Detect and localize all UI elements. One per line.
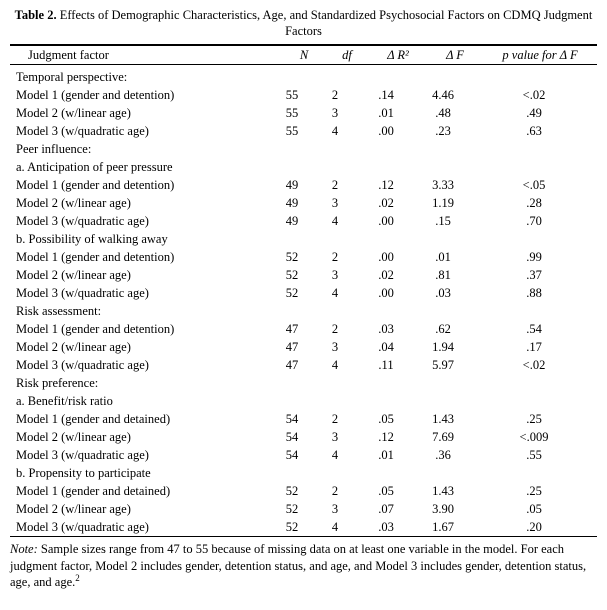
cell-p-value: [471, 65, 597, 86]
column-header-delta-r2: Δ R²: [387, 48, 409, 63]
cell-p-value: .49: [526, 106, 542, 121]
header-row: [10, 46, 597, 64]
table-row: [10, 320, 597, 338]
cell-p-value: .28: [526, 196, 542, 211]
cell-delta-r2: .05: [378, 412, 394, 427]
table-row: [10, 302, 597, 320]
table-row: [10, 140, 597, 158]
cell-p-value: [471, 464, 597, 482]
cell-n: 47: [285, 340, 299, 355]
row-label: Risk preference:: [16, 376, 99, 391]
row-label: Model 1 (gender and detention): [16, 88, 175, 103]
cell-p-value: .54: [526, 322, 542, 337]
row-label: Model 3 (w/quadratic age): [16, 358, 149, 373]
cell-df: 2: [331, 322, 339, 337]
table-row: [10, 446, 597, 464]
cell-n: [271, 374, 313, 392]
cell-p-value: [471, 302, 597, 320]
cell-p-value: .17: [526, 340, 542, 355]
cell-delta-f: [415, 464, 471, 482]
row-label: Model 2 (w/linear age): [16, 106, 131, 121]
row-label: Risk assessment:: [16, 304, 102, 319]
column-header-factor: Judgment factor: [28, 48, 109, 63]
table-row: [10, 338, 597, 356]
row-label: b. Propensity to participate: [16, 466, 151, 481]
cell-delta-r2: .07: [378, 502, 394, 517]
row-label: b. Possibility of walking away: [16, 232, 168, 247]
cell-delta-f: .03: [435, 286, 451, 301]
table-row: [10, 86, 597, 104]
table-row: [10, 428, 597, 446]
column-header-n: N: [299, 48, 309, 63]
cell-delta-f: 3.33: [432, 178, 454, 193]
cell-delta-f: .48: [435, 106, 451, 121]
results-table: [10, 46, 597, 64]
cell-p-value: [471, 140, 597, 158]
row-label: Model 1 (gender and detained): [16, 484, 171, 499]
cell-delta-f: .36: [435, 448, 451, 463]
note-text: Sample sizes range from 47 to 55 because of missing data on at least one variable in the model. For each judgment factor, Model 2 includes gender, detention status, and age, and Model 3 includes gender, detention status, age, and age.: [10, 542, 587, 589]
row-label: Model 1 (gender and detained): [16, 412, 171, 427]
cell-df: [313, 140, 357, 158]
column-header-delta-f: Δ F: [446, 48, 464, 63]
row-label: Model 1 (gender and detention): [16, 322, 175, 337]
cell-delta-f: 1.19: [432, 196, 454, 211]
table-row: [10, 230, 597, 248]
cell-p-value: [471, 374, 597, 392]
cell-n: 52: [285, 520, 299, 535]
table-row: [10, 284, 597, 302]
cell-p-value: <.02: [522, 358, 546, 373]
table-row: [10, 518, 597, 536]
row-label: Model 3 (w/quadratic age): [16, 124, 149, 139]
cell-n: [271, 392, 313, 410]
cell-df: 3: [331, 340, 339, 355]
cell-delta-f: .81: [435, 268, 451, 283]
cell-p-value: .25: [526, 412, 542, 427]
cell-n: 52: [285, 502, 299, 517]
cell-delta-r2: .03: [378, 520, 394, 535]
column-header-df: df: [342, 48, 352, 63]
table-row: [10, 410, 597, 428]
cell-n: 54: [285, 412, 299, 427]
cell-df: [313, 392, 357, 410]
table-row: [10, 212, 597, 230]
cell-df: 4: [331, 448, 339, 463]
cell-delta-r2: .12: [378, 430, 394, 445]
table-row: [10, 176, 597, 194]
cell-df: 3: [331, 268, 339, 283]
cell-delta-r2: [357, 65, 415, 86]
cell-delta-f: [415, 230, 471, 248]
table-header: [10, 46, 597, 64]
table-row: [10, 356, 597, 374]
note-lead: Note:: [10, 542, 38, 557]
cell-df: [313, 374, 357, 392]
cell-p-value: .25: [526, 484, 542, 499]
table-row: [10, 464, 597, 482]
cell-delta-f: 7.69: [432, 430, 454, 445]
cell-p-value: <.02: [522, 88, 546, 103]
cell-df: 3: [331, 430, 339, 445]
cell-n: 47: [285, 358, 299, 373]
row-label: Model 2 (w/linear age): [16, 196, 131, 211]
row-label: Model 3 (w/quadratic age): [16, 448, 149, 463]
cell-delta-f: [415, 392, 471, 410]
cell-p-value: <.05: [522, 178, 546, 193]
cell-n: [271, 464, 313, 482]
table-caption: [14, 8, 593, 39]
cell-delta-r2: .03: [378, 322, 394, 337]
cell-delta-r2: [357, 392, 415, 410]
cell-df: 2: [331, 178, 339, 193]
cell-n: [271, 230, 313, 248]
cell-delta-r2: [357, 464, 415, 482]
table-row: [10, 194, 597, 212]
cell-df: 4: [331, 124, 339, 139]
cell-n: 52: [285, 268, 299, 283]
row-label: Model 2 (w/linear age): [16, 340, 131, 355]
table-row: [10, 374, 597, 392]
table-row: [10, 104, 597, 122]
table-title: Effects of Demographic Characteristics, Age, and Standardized Psychosocial Factors on CDMQ Judgment Factors: [59, 8, 593, 38]
cell-df: 2: [331, 484, 339, 499]
cell-delta-r2: .00: [378, 286, 394, 301]
cell-n: [271, 65, 313, 86]
cell-p-value: .05: [526, 502, 542, 517]
cell-delta-r2: .02: [378, 196, 394, 211]
cell-delta-r2: .02: [378, 268, 394, 283]
cell-delta-f: 1.67: [432, 520, 454, 535]
cell-delta-f: 3.90: [432, 502, 454, 517]
table-row: [10, 482, 597, 500]
row-label: Peer influence:: [16, 142, 92, 157]
cell-delta-f: [415, 140, 471, 158]
row-label: Model 1 (gender and detention): [16, 250, 175, 265]
table-note: [10, 541, 597, 590]
cell-delta-f: [415, 302, 471, 320]
table-row: [10, 266, 597, 284]
row-label: Model 2 (w/linear age): [16, 268, 131, 283]
cell-delta-r2: .05: [378, 484, 394, 499]
cell-df: 2: [331, 88, 339, 103]
table-label: Table 2.: [14, 8, 57, 22]
cell-n: 55: [285, 124, 299, 139]
cell-delta-f: 1.43: [432, 412, 454, 427]
cell-df: 4: [331, 214, 339, 229]
row-label: Model 3 (w/quadratic age): [16, 286, 149, 301]
cell-delta-f: .62: [435, 322, 451, 337]
row-label: a. Benefit/risk ratio: [16, 394, 113, 409]
cell-delta-r2: .11: [378, 358, 394, 373]
cell-delta-r2: .00: [378, 214, 394, 229]
cell-n: [271, 140, 313, 158]
cell-delta-r2: .14: [378, 88, 394, 103]
cell-delta-r2: .01: [378, 448, 394, 463]
cell-df: 2: [331, 412, 339, 427]
table-row: [10, 500, 597, 518]
cell-delta-f: .23: [435, 124, 451, 139]
cell-delta-r2: [357, 158, 415, 176]
cell-p-value: .55: [526, 448, 542, 463]
cell-n: 55: [285, 106, 299, 121]
note-superscript: 2: [75, 572, 80, 583]
table-row: [10, 65, 597, 86]
cell-delta-r2: .00: [378, 250, 394, 265]
cell-p-value: [471, 230, 597, 248]
cell-p-value: .99: [526, 250, 542, 265]
row-label: a. Anticipation of peer pressure: [16, 160, 173, 175]
cell-df: 4: [331, 286, 339, 301]
table-bottom-rule: [10, 536, 597, 537]
cell-p-value: .70: [526, 214, 542, 229]
cell-n: 49: [285, 214, 299, 229]
cell-delta-f: [415, 65, 471, 86]
cell-df: [313, 158, 357, 176]
cell-n: 52: [285, 250, 299, 265]
cell-delta-r2: .04: [378, 340, 394, 355]
column-header-p-value: p value for Δ F: [502, 48, 578, 63]
cell-delta-r2: .12: [378, 178, 394, 193]
cell-df: [313, 302, 357, 320]
cell-n: [271, 302, 313, 320]
cell-delta-r2: [357, 230, 415, 248]
cell-n: 52: [285, 286, 299, 301]
cell-n: 49: [285, 196, 299, 211]
row-label: Model 1 (gender and detention): [16, 178, 175, 193]
cell-p-value: .63: [526, 124, 542, 139]
table-row: [10, 248, 597, 266]
table-body: [10, 65, 597, 536]
cell-n: 55: [285, 88, 299, 103]
cell-delta-r2: .00: [378, 124, 394, 139]
cell-df: 4: [331, 520, 339, 535]
table-row: [10, 158, 597, 176]
cell-delta-f: .15: [435, 214, 451, 229]
cell-delta-r2: [357, 140, 415, 158]
cell-p-value: [471, 158, 597, 176]
cell-n: [271, 158, 313, 176]
cell-delta-r2: [357, 374, 415, 392]
cell-delta-f: 4.46: [432, 88, 454, 103]
cell-delta-f: .01: [435, 250, 451, 265]
results-table-body-wrap: [10, 65, 597, 536]
cell-df: 2: [331, 250, 339, 265]
cell-p-value: .37: [526, 268, 542, 283]
cell-p-value: <.009: [519, 430, 549, 445]
cell-p-value: .20: [526, 520, 542, 535]
row-label: Model 3 (w/quadratic age): [16, 520, 149, 535]
row-label: Model 3 (w/quadratic age): [16, 214, 149, 229]
cell-delta-r2: .01: [378, 106, 394, 121]
cell-df: [313, 464, 357, 482]
cell-delta-f: 1.94: [432, 340, 454, 355]
row-label: Model 2 (w/linear age): [16, 502, 131, 517]
cell-n: 54: [285, 448, 299, 463]
cell-df: 3: [331, 502, 339, 517]
cell-n: 47: [285, 322, 299, 337]
cell-p-value: [471, 392, 597, 410]
table-row: [10, 392, 597, 410]
table-row: [10, 122, 597, 140]
cell-df: 4: [331, 358, 339, 373]
cell-df: [313, 230, 357, 248]
cell-delta-f: 1.43: [432, 484, 454, 499]
cell-df: 3: [331, 196, 339, 211]
cell-n: 52: [285, 484, 299, 499]
cell-df: [313, 65, 357, 86]
cell-delta-f: [415, 374, 471, 392]
cell-delta-f: [415, 158, 471, 176]
cell-delta-r2: [357, 302, 415, 320]
cell-p-value: .88: [526, 286, 542, 301]
cell-n: 49: [285, 178, 299, 193]
row-label: Model 2 (w/linear age): [16, 430, 131, 445]
cell-n: 54: [285, 430, 299, 445]
cell-df: 3: [331, 106, 339, 121]
row-label: Temporal perspective:: [16, 70, 128, 85]
cell-delta-f: 5.97: [432, 358, 454, 373]
